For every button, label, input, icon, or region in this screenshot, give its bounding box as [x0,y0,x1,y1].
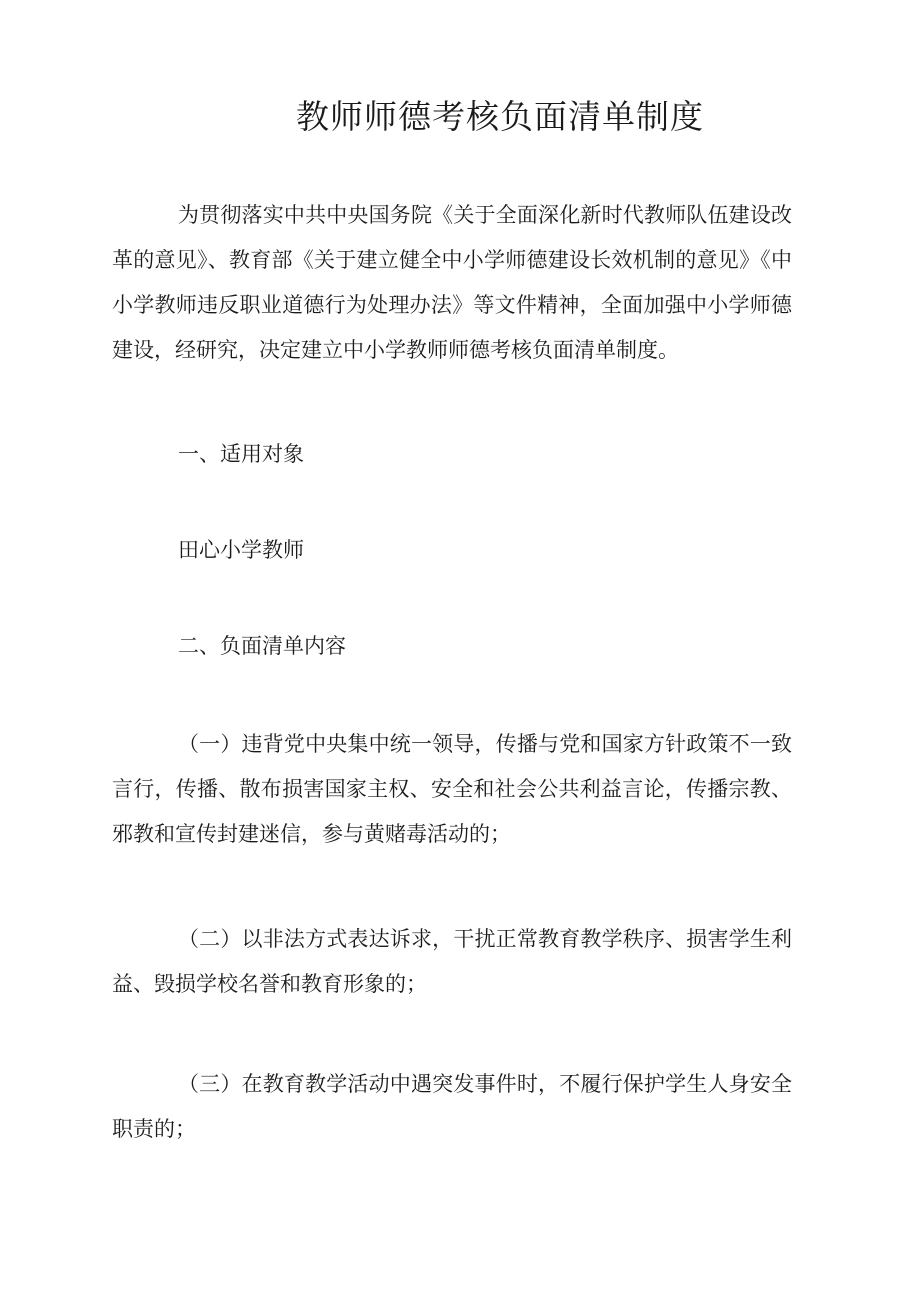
applicable-targets-content: 田心小学教师 [178,538,304,562]
intro-paragraph: 为贯彻落实中共中央国务院《关于全面深化新时代教师队伍建设改革的意见》、教育部《关于建立健全中小学师德建设长效机制的意见》《中小学教师违反职业道德行为处理办法》等文件精神，全面加强中小学师德建设，经研究，决定建立中小学教师师德考核负面清单制度。 [112,203,792,362]
document-title: 教师师德考核负面清单制度 [296,97,704,136]
section-heading-negative-list: 二、负面清单内容 [178,634,346,658]
section-heading-applicable-targets: 一、适用对象 [178,442,304,466]
negative-list-item-1: （一）违背党中央集中统一领导，传播与党和国家方针政策不一致言行，传播、散布损害国家主权、安全和社会公共利益言论，传播宗教、邪教和宣传封建迷信，参与黄赌毒活动的； [112,732,792,846]
negative-list-item-2: （二）以非法方式表达诉求，干扰正常教育教学秩序、损害学生利益、毁损学校名誉和教育形象的； [112,927,792,996]
negative-list-item-3: （三）在教育教学活动中遇突发事件时，不履行保护学生人身安全职责的； [112,1072,792,1141]
